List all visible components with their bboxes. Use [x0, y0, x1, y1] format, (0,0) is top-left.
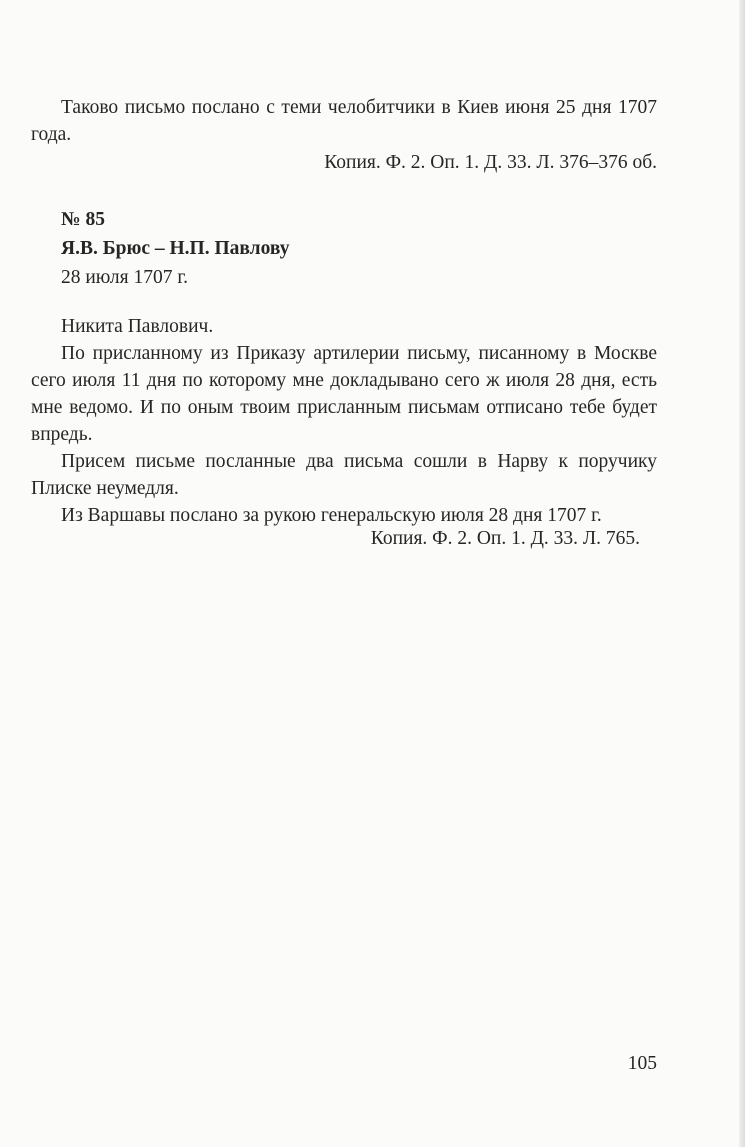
document-body — [31, 313, 657, 529]
previous-document-ending — [31, 94, 657, 148]
document-title: Я.В. Брюс – Н.П. Павлову — [61, 238, 290, 259]
page-edge-shadow — [739, 0, 745, 1147]
document-number: № 85 — [61, 209, 105, 230]
citation-current: Копия. Ф. 2. Оп. 1. Д. 33. Л. 765. — [370, 528, 640, 549]
closing-paragraph: Таково письмо послано с теми челобитчики в Киев июня 25 дня 1707 года. — [31, 97, 657, 145]
body-paragraph-2: Присем письме посланные два письма сошли в Нарву к поручику Плиске неумедля. — [31, 451, 657, 499]
citation-previous: Копия. Ф. 2. Оп. 1. Д. 33. Л. 376–376 об. — [324, 152, 657, 173]
body-paragraph-1: По присланному из Приказу артилерии письму, писанному в Москве сего июля 11 дня по которому мне докладывано сего ж июля 28 дня, есть мне ведомо. И по оным твоим присланным письмам отписано тебе будет впредь. — [31, 343, 657, 445]
document-date: 28 июля 1707 г. — [61, 267, 189, 288]
body-paragraph-3: Из Варшавы послано за рукою генеральскую июля 28 дня 1707 г. — [61, 505, 602, 526]
salutation: Никита Павлович. — [61, 316, 214, 337]
page-number: 105 — [627, 1053, 657, 1074]
document-header — [61, 205, 289, 292]
